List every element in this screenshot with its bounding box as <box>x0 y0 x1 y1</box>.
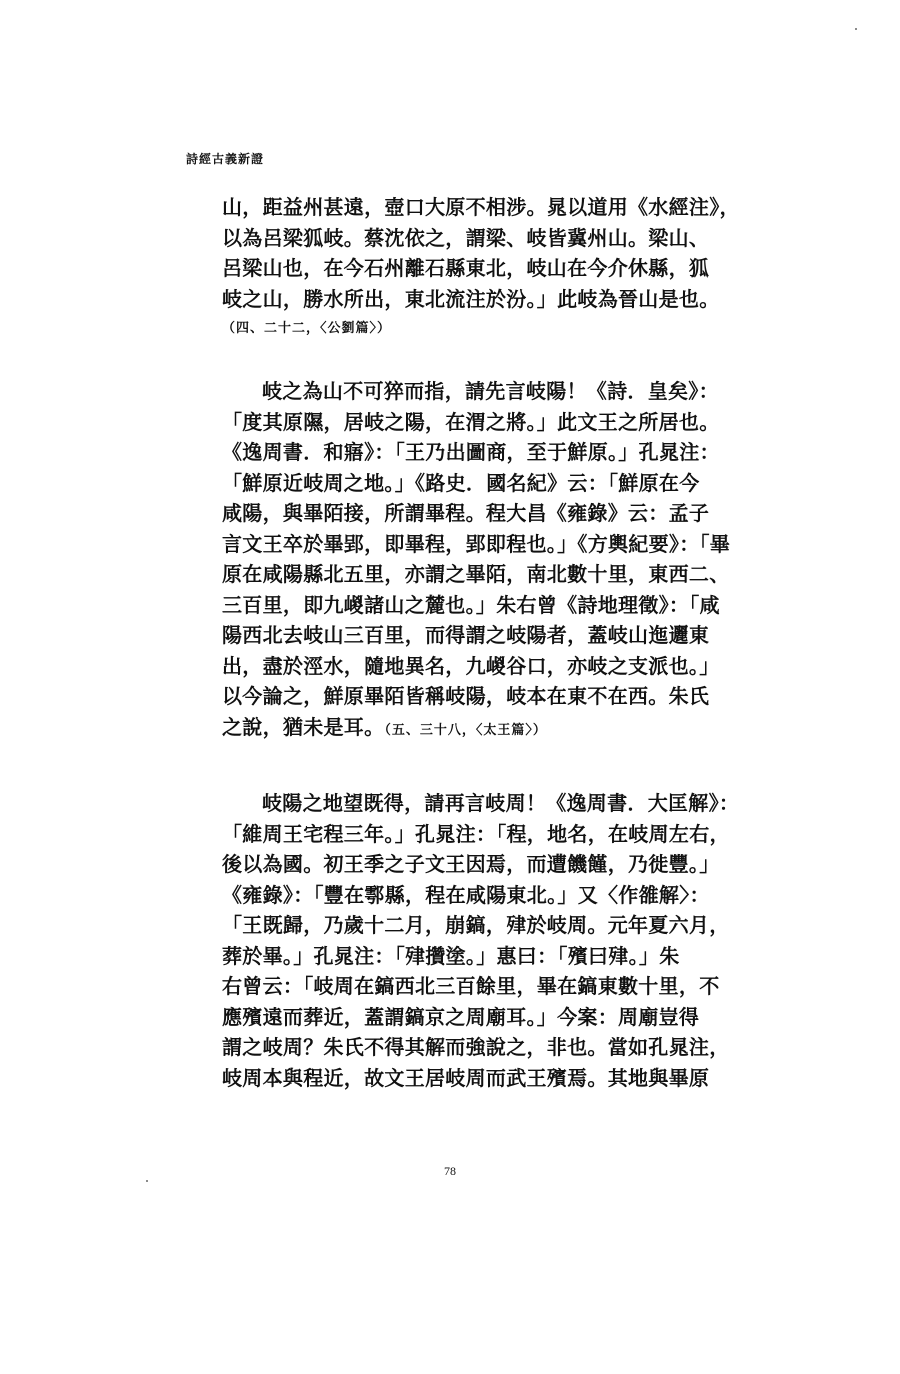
text-line: 山，距益州甚遠，壺口大原不相涉。晁以道用《水經注》， <box>222 195 740 219</box>
text-line: 應殯遠而葬近，蓋謂鎬京之周廟耳。」今案：周廟豈得 <box>222 1004 700 1029</box>
text-line: 陽西北去岐山三百里，而得謂之岐陽者，蓋岐山迤邐東 <box>222 623 710 647</box>
text-line: 咸陽，與畢陌接，所謂畢程。程大昌《雍錄》云：孟子 <box>222 501 710 525</box>
text-line: 岐之山，勝水所出，東北流注於汾。」此岐為晉山是也。 <box>222 286 720 311</box>
text-line-with-citation <box>222 712 762 747</box>
text-line: 呂梁山也，在今石州離石縣東北，岐山在今介休縣，狐 <box>222 256 710 280</box>
citation: （五、三十八，〈太王篇〉） <box>384 722 547 738</box>
text-line: 「王既歸，乃歲十二月，崩鎬，肂於岐周。元年夏六月， <box>222 913 730 937</box>
text-line: 原在咸陽縣北五里，亦謂之畢陌，南北數十里，東西二、 <box>222 562 730 586</box>
text-line: 「鮮原近岐周之地。」《路史．國名紀》云：「鮮原在今 <box>222 470 700 495</box>
text-line: 出，盡於涇水，隨地異名，九嵕谷口，亦岐之支派也。」 <box>222 653 720 678</box>
scan-speck <box>855 28 857 30</box>
text-line: 言文王卒於畢郢，即畢程，郢即程也。」《方輿紀要》：「畢 <box>222 531 731 556</box>
text-line: 右曾云：「岐周在鎬西北三百餘里，畢在鎬東數十里，不 <box>222 974 720 998</box>
page-number: 78 <box>444 1164 456 1178</box>
running-head: 詩經古義新證 <box>186 152 265 166</box>
text-line: 「維周王宅程三年。」孔晁注：「程，地名，在岐周左右， <box>222 821 730 846</box>
paragraph-qizhou <box>222 788 762 1093</box>
paragraph-continuation <box>222 192 762 344</box>
paragraph-qiyang <box>222 376 762 746</box>
text-line: 後以為國。初王季之子文王因焉，而遭饑饉，乃徙豐。」 <box>222 852 720 876</box>
text-line: 以今論之，鮮原畢陌皆稱岐陽，岐本在東不在西。朱氏 <box>222 684 710 708</box>
text-line: 《雍錄》：「豐在鄠縣，程在咸陽東北。」又〈作雒解〉： <box>222 882 710 907</box>
text-line: 岐之為山不可猝而指，請先言岐陽！《詩．皇矣》： <box>262 379 719 403</box>
text-line: 葬於畢。」孔晁注：「肂攢塗。」惠曰：「殯曰肂。」朱 <box>222 943 680 968</box>
text-line: 以為呂梁狐岐。蔡沈依之，謂梁、岐皆冀州山。梁山、 <box>222 225 710 250</box>
citation: （四、二十二，〈公劉篇〉） <box>222 321 392 336</box>
text-line: 岐陽之地望既得，請再言岐周！《逸周書．大匡解》： <box>262 791 740 815</box>
scan-speck <box>146 1180 148 1182</box>
text-line: 岐周本與程近，故文王居岐周而武王殯焉。其地與畢原 <box>222 1065 710 1090</box>
text-line: 「度其原隰，居岐之陽，在渭之將。」此文王之所居也。 <box>222 409 720 434</box>
text-segment: 之說，猶未是耳。 <box>222 714 385 739</box>
text-line: 謂之岐周？朱氏不得其解而強說之，非也。當如孔晁注， <box>222 1035 730 1059</box>
text-line: 《逸周書．和寤》：「王乃出圖商，至于鮮原。」孔晁注： <box>222 440 720 464</box>
text-line: 三百里，即九嵕諸山之麓也。」朱右曾《詩地理徵》：「咸 <box>222 592 720 617</box>
